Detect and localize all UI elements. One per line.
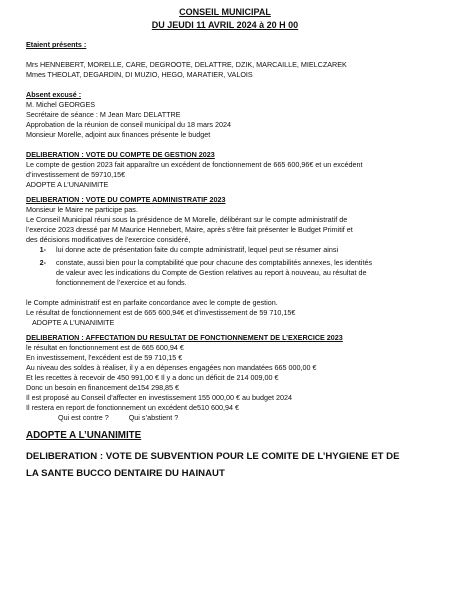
delib3-line: Il est proposé au Conseil d’affecter en investissement 155 000,00 € au budget 2024 [26,393,292,402]
final-adopte: ADOPTE A L’UNANIMITE [26,430,142,441]
delib3-vote: Qui est contre ? Qui s’abstient ? [58,413,179,422]
list-item [26,258,424,288]
delib1-line2: d’investissement de 59710,15€ [26,170,126,179]
delib2-result-line: Le résultat de fonctionnement est de 665 600,94€ et d’investissement de 59 710,15€ [26,308,296,317]
list-number: 2- [39,258,46,267]
secretary-line: Secrétaire de séance : M Jean Marc DELATTRE [26,110,181,119]
delib2-result: ADOPTE A L’UNANIMITE [32,318,115,327]
delib2-list [26,245,424,288]
document-title: CONSEIL MUNICIPAL [179,7,271,17]
presents-men: Mrs HENNEBERT, MORELLE, CARE, DEGROOTE, DELATTRE, DZIK, MARCAILLE, MIELCZAREK [26,60,347,69]
list-number: 1- [39,245,46,254]
list-item-text: fonctionnement de l’exercice et au fonds. [56,278,187,287]
list-item-text: de valeur avec les indications du Compte de Gestion relatives au report à nouveau, au résultat de [56,268,367,277]
list-item-text: lui donne acte de présentation faite du compte administratif, lequel peut se résumer ainsi [56,245,339,254]
list-item [26,245,424,255]
list-item-text: constate, aussi bien pour la comptabilité que pour chacune des comptabilités annexes, les identités [56,258,373,267]
delib2-concordance: le Compte administratif est en parfaite concordance avec le compte de gestion. [26,298,278,307]
delib2-heading: DELIBERATION : VOTE DU COMPTE ADMINISTRATIF 2023 [26,195,226,204]
delib3-line: Et les recettes à recevoir de 450 991,00 € Il y a donc un déficit de 214 009,00 € [26,373,279,382]
delib3-line: le résultat en fonctionnement est de 665 600,94 € [26,343,184,352]
absent-heading: Absent excusé : [26,90,82,99]
approval-line: Approbation de la réunion de conseil municipal du 18 mars 2024 [26,120,231,129]
absent-name: M. Michel GEORGES [26,100,96,109]
delib2-line2: Le Conseil Municipal réuni sous la présidence de M Morelle, délibérant sur le compte administratif de [26,215,348,224]
meeting-date: DU JEUDI 11 AVRIL 2024 à 20 H 00 [151,20,299,30]
delib3-line: En investissement, l’excédent est de 59 710,15 € [26,353,183,362]
delib1-line1: Le compte de gestion 2023 fait apparaître un excédent de fonctionnement de 665 600,96€ et un excédent [26,160,363,169]
delib2-line1: Monsieur le Maire ne participe pas. [26,205,138,214]
delib1-result: ADOPTE A L’UNANIMITE [26,180,109,189]
delib3-line: Il restera en report de fonctionnement un excédent de510 600,94 € [26,403,239,412]
final-delib-line2: LA SANTE BUCCO DENTAIRE DU HAINAUT [26,468,225,479]
delib3-line: Au niveau des soldes à réaliser, il y a en dépenses engagées non mandatées 665 000,00 € [26,363,317,372]
delib1-heading: DELIBERATION : VOTE DU COMPTE DE GESTION 2023 [26,150,215,159]
delib2-line4: des décisions modificatives de l’exercice considéré, [26,235,191,244]
delib2-line3: l’exercice 2023 dressé par M Maurice Hennebert, Maire, après s’être fait présenter le Budget Primitif et [26,225,353,234]
presents-women: Mmes THEOLAT, DEGARDIN, DI MUZIO, HEGO, MARATIER, VALOIS [26,70,253,79]
final-delib-line1: DELIBERATION : VOTE DE SUBVENTION POUR LE COMITE DE L’HYGIENE ET DE [26,451,400,462]
presents-heading: Etaient présents : [26,40,87,49]
delib3-heading: DELIBERATION : AFFECTATION DU RESULTAT DE FONCTIONNEMENT DE L’EXERCICE 2023 [26,333,343,342]
delib3-line: Donc un besoin en financement de154 298,85 € [26,383,180,392]
budget-line: Monsieur Morelle, adjoint aux finances présente le budget [26,130,211,139]
